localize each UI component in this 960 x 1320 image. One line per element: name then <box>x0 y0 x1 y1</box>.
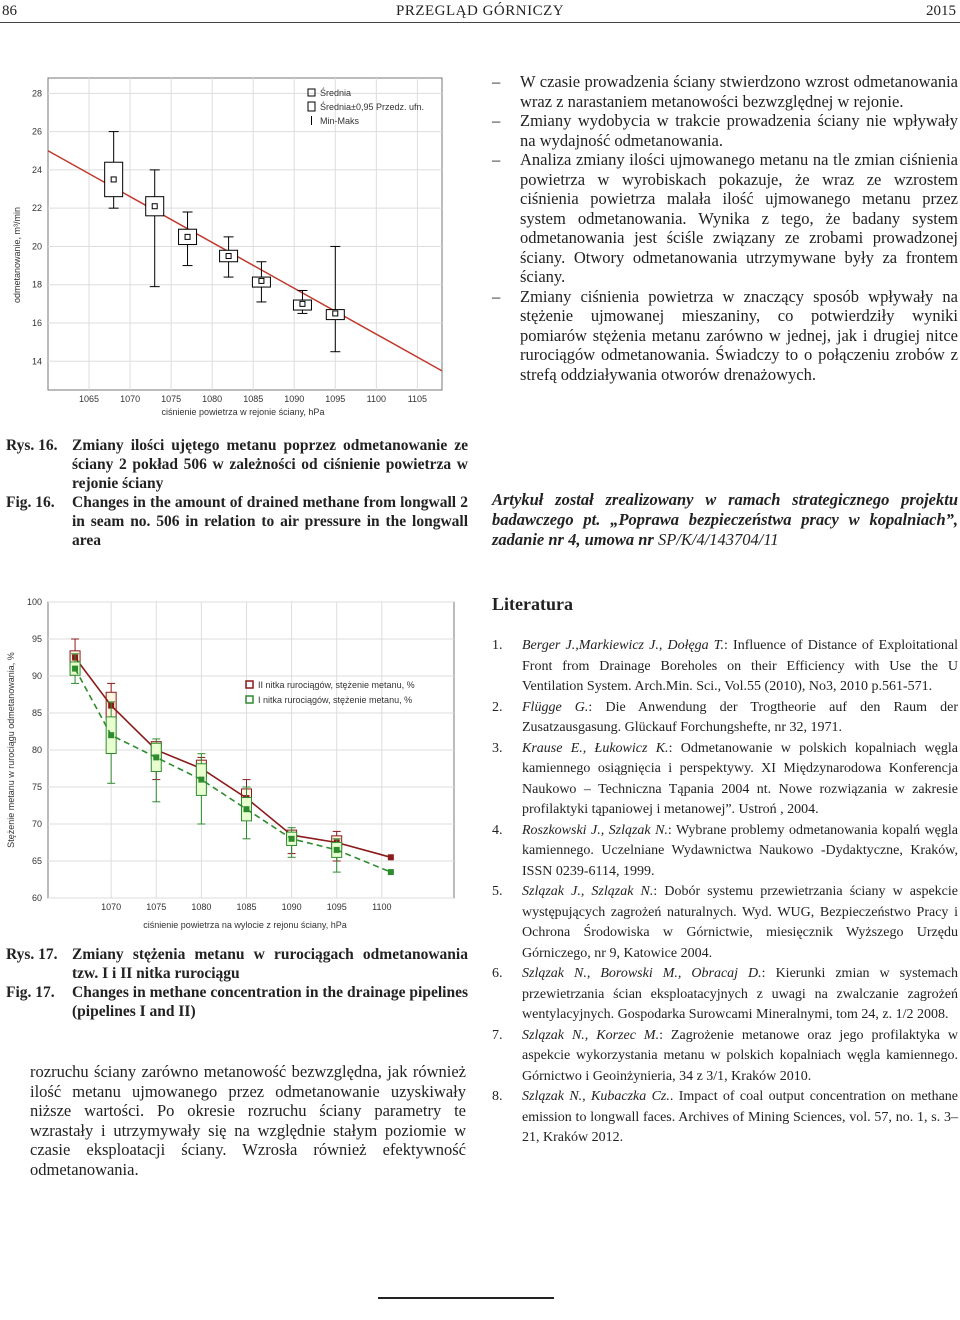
x-axis-label: ciśnienie powietrza na wylocie z rejonu ściany, hPa <box>143 920 347 930</box>
y-axis-label: Stężenie metanu w rurociągu odmetanowania, % <box>6 652 16 848</box>
mean-marker <box>333 311 338 316</box>
x-tick-label: 1075 <box>146 902 167 912</box>
figure-17-chart <box>0 590 460 940</box>
y-axis-label: odmetanowanie, m³/min <box>12 206 22 304</box>
figure-17-caption <box>6 945 468 1021</box>
x-tick-label: 1065 <box>79 394 100 404</box>
y-tick-label: 60 <box>31 893 42 903</box>
x-axis-label: ciśnienie powietrza w rejonie ściany, hPa <box>161 407 325 417</box>
caption-text-pl: Zmiany stężenia metanu w rurociągach odmetanowania tzw. I i II nitka rurociągu <box>72 946 468 982</box>
data-point <box>154 755 159 760</box>
list-item: – Analiza zmiany ilości ujmowanego metanu na tle zmian ciśnienia powietrza w wyrobiskach pokazuje, że wraz ze wzrostem ciśnienia powietrza malała ilość ujmowanego metanu przez system odmetanowania. Wynika z tego, że badany system odmetanowania jest ściśle związany ze zrobami prowadzonej ściany. Otwory odmetanowania utrzymywane były za frontem ściany. <box>492 150 958 286</box>
mean-marker <box>152 204 157 209</box>
reference-item: 7. Szlązak N., Korzec M.: Zagrożenie metanowe oraz jego profilaktyka w aspekcie wykorzystania metanu w polskich kopalniach węgla kamiennego. Górnictwo i Geoinżynieria, 34 z 3/1, Kraków 2010. <box>492 1027 958 1084</box>
y-tick-label: 95 <box>31 634 42 644</box>
page-number: 86 <box>2 3 17 19</box>
references-list <box>492 636 958 1149</box>
data-point <box>334 847 339 852</box>
list-item: – Zmiany wydobycia w trakcie prowadzenia ściany nie wpływały na wydajność odmetanowania. <box>492 111 958 150</box>
journal-title: PRZEGLĄD GÓRNICZY <box>396 3 565 19</box>
caption-text-pl: Zmiany ilości ujętego metanu poprzez odmetanowanie ze ściany 2 pokład 506 w zależności od ciśnienie powietrza w rejonie ściany <box>72 437 468 492</box>
figure-16 <box>8 70 448 430</box>
x-tick-label: 1095 <box>326 902 347 912</box>
conclusions-list <box>492 72 958 384</box>
reference-item: 5. Szlązak J., Szlązak N.: Dobór systemu przewietrzania ściany w aspekcie występujących zagrożeń naturalnych. Wyd. WUG, Bezpieczeństwo Pracy i Ochrona Środowiska w Górnictwie, miesięcznik Wyższego Urzędu Górniczego, nr 9, Katowice 2004. <box>492 884 958 961</box>
x-tick-label: 1070 <box>101 902 122 912</box>
list-item: – Zmiany ciśnienia powietrza w znaczący sposób wpływały na stężenie ujmowanej mieszaniny, co potwierdziły wyniki pomiarów stężenia metanu zarówno w jednej, jak i drugiej nitce rurociągów odmetanowania. Świadczy to o połączeniu zrobów z strefą oddziaływania otworów drenażowych. <box>492 286 958 384</box>
mean-marker <box>259 278 264 283</box>
reference-item: 4. Roszkowski J., Szlązak N.: Wybrane problemy odmetanowania kopalń węgla kamiennego. Uczelniane Wydawnictwa Naukowo -Dydaktyczne, Kraków, ISSN 0239-6114, 1999. <box>492 822 958 879</box>
y-tick-label: 65 <box>31 856 42 866</box>
caption-label: Rys. 16. <box>6 437 58 454</box>
y-tick-label: 24 <box>31 164 42 175</box>
legend-label: Średnia <box>320 88 352 98</box>
y-tick-label: 28 <box>31 88 42 99</box>
mean-marker <box>185 234 190 239</box>
figure-17 <box>0 590 460 940</box>
data-point <box>388 870 393 875</box>
x-tick-label: 1105 <box>407 394 428 404</box>
reference-item: 8. Szlązak N., Kubaczka Cz.. Impact of coal output concentration on methane emission to longwall faces. Archives of Mining Sciences, vol. 57, no. 1, s. 3–21, Kraków 2012. <box>492 1089 958 1145</box>
literature-heading: Literatura <box>492 594 573 614</box>
plot-frame <box>48 78 442 390</box>
reference-item: 6. Szlązak N., Borowski M., Obracaj D.: Kierunki zmian w systemach przewietrzania ścian eksploatacyjnych z uwagi na zwalczanie zagrożeń wentylacyjnych. Gospodarka Surowcami Mineralnymi, tom 24, z. 1/2 2008. <box>492 966 958 1022</box>
figure-16-caption <box>6 436 468 550</box>
data-point <box>289 836 294 841</box>
reference-item: 3. Krause E., Łukowicz K.: Odmetanowanie w polskich kopalniach węgla kamiennego osiągnięcia i perspektywy. XI Międzynarodowa Konferencja Naukowo – Techniczna Tąpania 2004 nt. Nowe rozwiązania w zakresie profilaktyki tąpaniowej i metanowej”. Ustroń , 2004. <box>492 740 958 817</box>
x-tick-label: 1090 <box>281 902 302 912</box>
body-paragraph: rozruchu ściany zarówno metanowość bezwzględna, jak również ilość metanu ujmowanego przez odmetanowanie uzyskiwały niższe wartości. Po okresie rozruchu ściany parametry te wzrastały i utrzymywały się na względnie stałym poziomie w czasie eksploatacji ściany. Wzrosła również efektywność odmetanowania. <box>30 1062 466 1179</box>
y-tick-label: 14 <box>31 356 42 367</box>
data-point <box>109 733 114 738</box>
x-tick-label: 1080 <box>202 394 223 404</box>
caption-label: Fig. 17. <box>6 984 55 1001</box>
data-point <box>199 777 204 782</box>
y-tick-label: 22 <box>31 203 42 214</box>
x-tick-label: 1070 <box>120 394 141 404</box>
x-tick-label: 1100 <box>366 394 387 404</box>
y-tick-label: 16 <box>31 318 42 329</box>
header-year: 2015 <box>926 3 956 19</box>
x-tick-label: 1080 <box>191 902 212 912</box>
data-point <box>244 807 249 812</box>
page-header <box>0 0 960 23</box>
caption-label: Rys. 17. <box>6 946 58 963</box>
caption-text-en: Changes in methane concentration in the drainage pipelines (pipelines I and II) <box>72 984 468 1020</box>
legend-label: I nitka rurociągów, stężenie metanu, % <box>258 695 413 705</box>
x-tick-label: 1090 <box>284 394 305 404</box>
mean-marker <box>300 301 305 306</box>
caption-label: Fig. 16. <box>6 494 55 511</box>
caption-text-en: Changes in the amount of drained methane from longwall 2 in seam no. 506 in relation to air pressure in the longwall area <box>72 494 468 549</box>
legend-label: Min-Maks <box>320 116 360 126</box>
legend-label: Średnia±0,95 Przedz. ufn. <box>320 102 425 112</box>
y-tick-label: 18 <box>31 279 42 290</box>
reference-item: 1. Berger J.,Markiewicz J., Dołęga T.: Influence of Distance of Exploitational Front from Drainage Boreholes on their Efficiency with Use the U Ventilation System. Arch.Min. Sci., Vol.55 (2010), No3, 2010 p.561-571. <box>492 638 959 694</box>
reference-item: 2. Flügge G.: Die Anwendung der Trogtheorie auf den Raum der Zusatzausgasung. Glückauf Forchungshefte, nr 32, 1971. <box>492 699 959 735</box>
y-tick-label: 90 <box>31 671 42 681</box>
x-tick-label: 1085 <box>236 902 257 912</box>
x-tick-label: 1085 <box>243 394 264 404</box>
y-tick-label: 20 <box>31 241 42 252</box>
data-point <box>388 855 393 860</box>
acknowledgement: Artykuł został zrealizowany w ramach strategicznego projektu badawczego pt. „Poprawa bezpieczeństwa pracy w kopalniach”, zadanie nr 4, umowa nr SP/K/4/143704/11 <box>492 490 958 549</box>
figure-16-chart <box>8 70 448 430</box>
x-tick-label: 1095 <box>325 394 346 404</box>
y-tick-label: 100 <box>26 597 42 607</box>
x-tick-label: 1075 <box>161 394 182 404</box>
y-tick-label: 26 <box>31 126 42 137</box>
y-tick-label: 75 <box>31 782 42 792</box>
legend-label: II nitka rurociągów, stężenie metanu, % <box>258 680 415 690</box>
y-tick-label: 80 <box>31 745 42 755</box>
y-tick-label: 85 <box>31 708 42 718</box>
y-tick-label: 70 <box>31 819 42 829</box>
list-item: – W czasie prowadzenia ściany stwierdzono wzrost odmetanowania wraz z narastaniem metanowości bezwzględnej w rejonie. <box>492 72 958 111</box>
x-tick-label: 1100 <box>372 902 392 912</box>
footer-rule <box>378 1297 554 1299</box>
data-point <box>73 666 78 671</box>
mean-marker <box>226 254 231 259</box>
mean-marker <box>111 177 116 182</box>
